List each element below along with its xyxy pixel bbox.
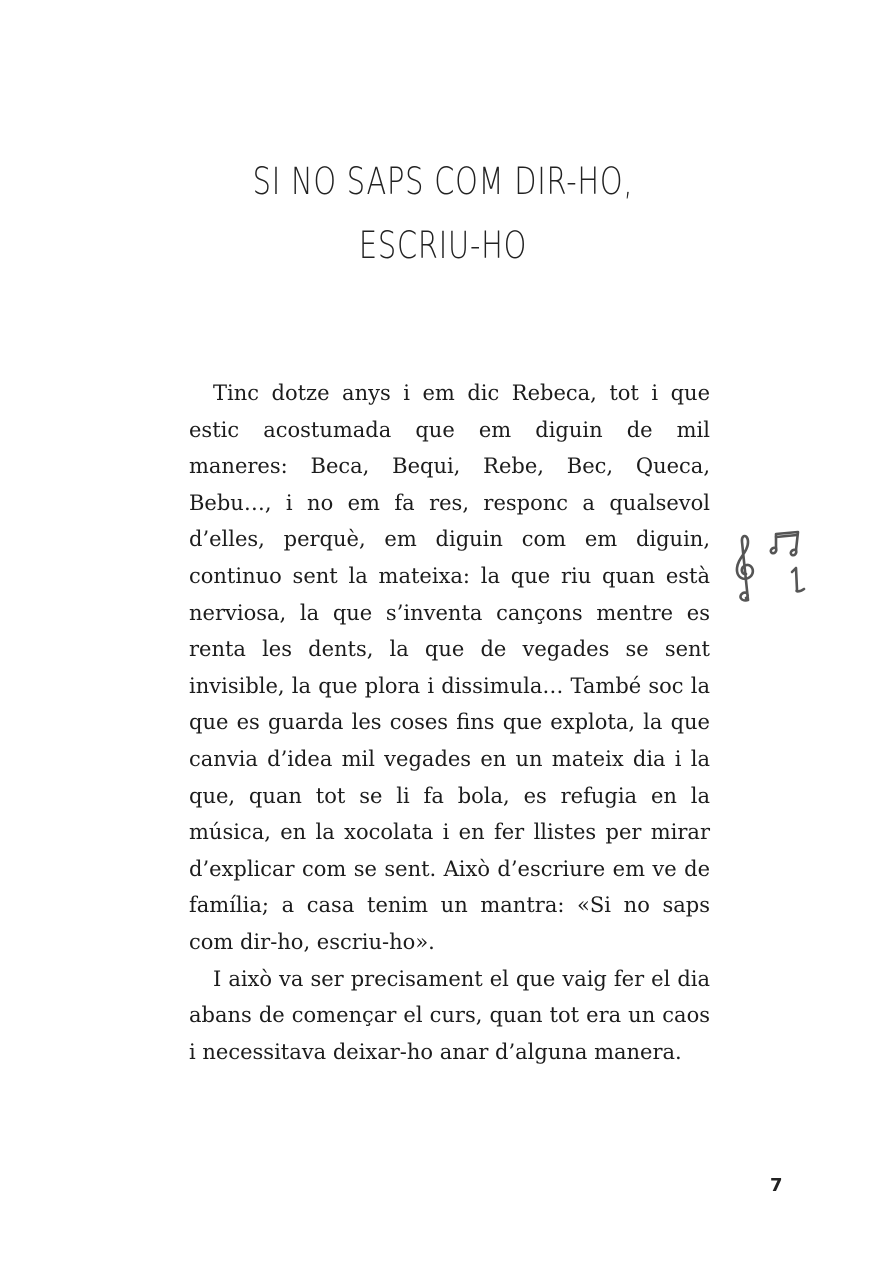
chapter-title-line-1: SI NO SAPS COM DIR-HO,	[252, 160, 634, 203]
chapter-title-line-2: ESCRIU-HO	[358, 224, 528, 267]
paragraph-2: I això va ser precisament el que vaig fer el dia abans de començar el curs, quan tot era un caos i necessitava deixar-ho anar d’alguna manera.	[189, 966, 710, 1064]
paragraph-1: Tinc dotze anys i em dic Rebeca, tot i que estic acostumada que em diguin de mil maneres: Beca, Bequi, Rebe, Bec, Queca, Bebu…, i no em fa res, responc a qualsevol d’elles, perquè, em diguin com em diguin, continuo sent la mateixa: la que riu quan està nerviosa, la que s’inventa cançons mentre es renta les dents, la que de vegades se sent invisible, la que plora i dissimula… També soc la que es guarda les coses fins que explota, la que canvia d’idea mil vegades en un mateix dia i la que, quan tot se li fa bola, es refugia en la música, en la xocolata i en fer llistes per mirar d’explicar com se sent. Això d’escriure em ve de família; a casa tenim un mantra: «Si no saps com dir-ho, escriu-ho».	[189, 381, 710, 954]
page-number: 7	[770, 1175, 783, 1196]
chapter-title	[97, 150, 788, 278]
music-notes-doodle-icon	[732, 528, 812, 608]
body-text	[189, 375, 710, 1070]
